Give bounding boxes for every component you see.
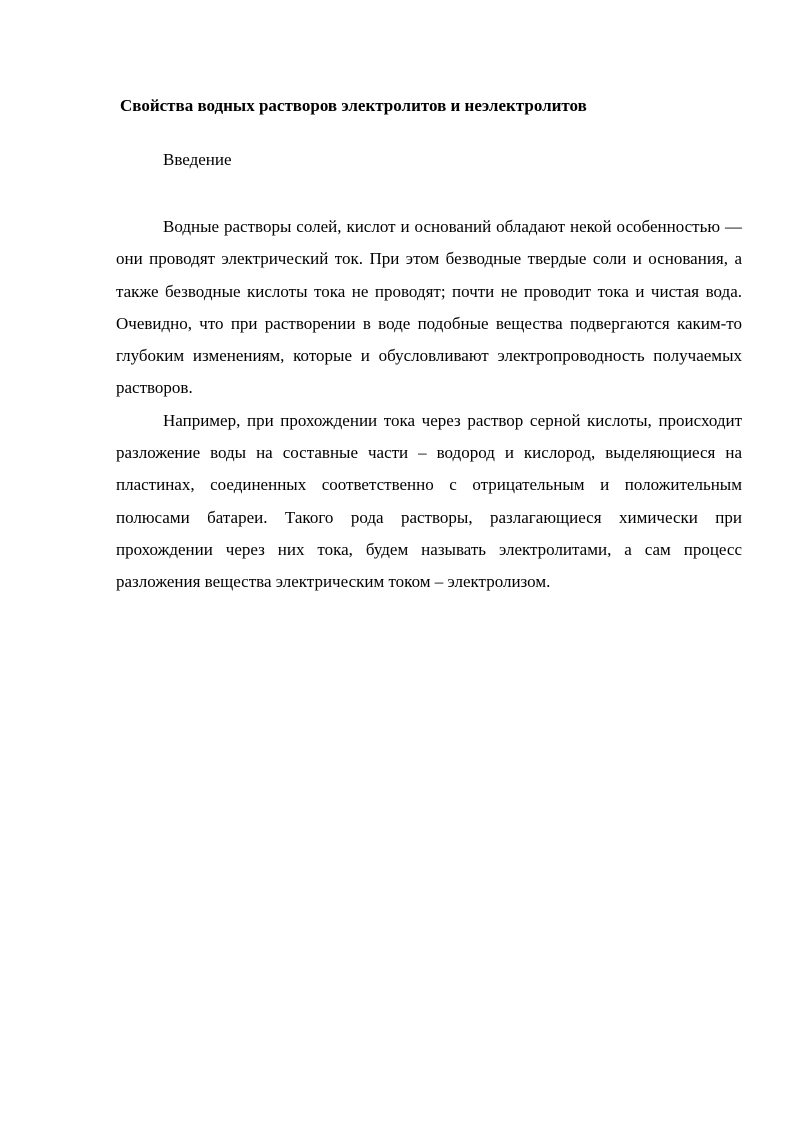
document-body [116, 211, 742, 599]
paragraph: Например, при прохождении тока через раствор серной кислоты, происходит разложение воды на составные части – водород и кислород, выделяющиеся на пластинах, соединенных соответственно с отрицательным и положительным полюсами батареи. Такого рода растворы, разлагающиеся химически при прохождении через них тока, будем называть электролитами, а сам процесс разложения вещества электрическим током – электролизом. [116, 410, 742, 592]
document-title: Свойства водных растворов электролитов и неэлектролитов [120, 96, 587, 115]
paragraph: Водные растворы солей, кислот и оснований обладают некой особенностью — они проводят электрический ток. При этом безводные твердые соли и основания, а также безводные кислоты тока не проводят; почти не проводит тока и чистая вода. Очевидно, что при растворении в воде подобные вещества подвергаются каким-то глубоким изменениям, которые и обусловливают электропроводность получаемых растворов. [116, 217, 742, 398]
section-heading: Введение [163, 150, 232, 169]
